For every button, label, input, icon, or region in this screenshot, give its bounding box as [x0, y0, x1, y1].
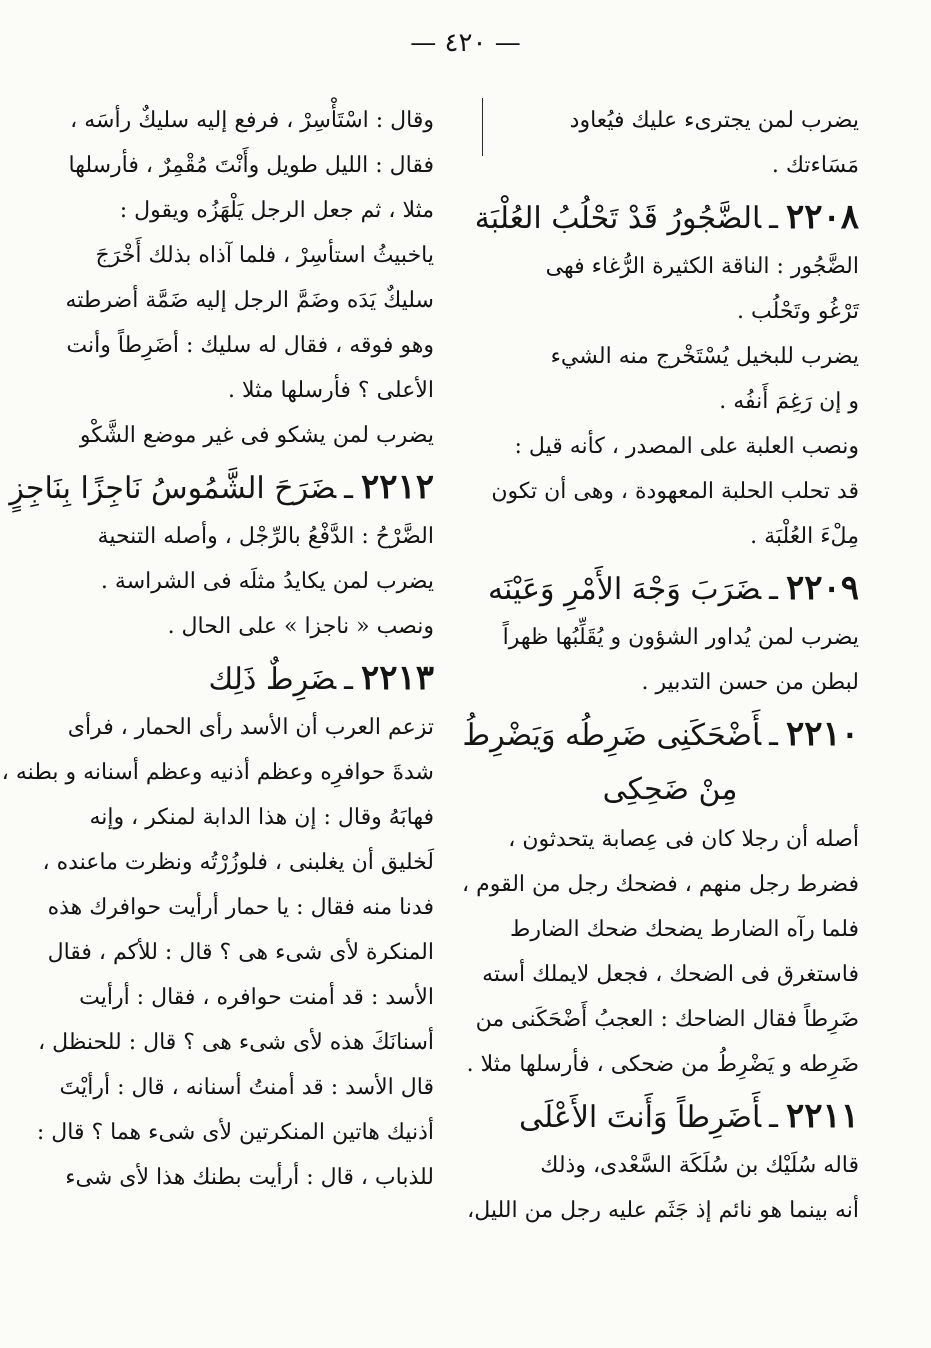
text-line: أنه بينما هو نائم إذ جَثَم عليه رجل من الليل،: [467, 1198, 859, 1223]
proverb-number: ٢٢١١: [785, 1096, 859, 1136]
text-line: الضَّجُور : الناقة الكثيرة الرُّغاء فهى: [545, 254, 859, 279]
proverb-number: ٢٢١٠: [785, 714, 859, 754]
text-line: لبطن من حسن التدبير .: [641, 670, 859, 695]
text-line: أصله أن رجلا كان فى عِصابة يتحدثون ،: [508, 827, 859, 852]
proverb-number: ٢٢٠٩: [785, 568, 859, 608]
proverb-dash: ـ: [769, 718, 778, 753]
text-line: و إن رَغِمَ أَنفُه .: [719, 389, 859, 414]
proverb-dash: ـ: [769, 201, 778, 236]
text-line: قاله سُلَيْك بن سُلَكَة السَّعْدى، وذلك: [540, 1153, 859, 1178]
proverb-title: مِنْ ضَحِكِى: [602, 772, 738, 807]
text-line: وقال : اسْتَأْسِرْ ، فرفع إليه سليكٌ رأسَه ،: [70, 108, 434, 133]
proverb-heading: [9, 460, 434, 514]
text-line: فضرط رجل منهم ، فضحك رجل من القوم ،: [462, 872, 859, 897]
text-line: يضرب لمن يشكو فى غير موضع الشَّكْو: [79, 423, 434, 448]
text-line: فهابَهُ وقال : إن هذا الدابة لمنكر ، وإنه: [89, 805, 434, 830]
proverb-number: ٢٢١٣: [360, 658, 434, 698]
text-line: يضرب لمن يجترىء عليك فيُعاود: [569, 108, 859, 133]
proverb-dash: ـ: [769, 572, 778, 607]
text-line: فقال : الليل طويل وأَنْتَ مُقْمِرٌ ، فأرسلها: [68, 153, 434, 178]
page-number: — ٤٢٠ —: [410, 28, 521, 58]
proverb-heading: [481, 561, 859, 615]
proverb-dash: ـ: [769, 1100, 778, 1135]
text-line: سليكٌ يَدَه وضَمَّ الرجل إليه ضَمَّة أضرطته: [65, 288, 434, 313]
text-line: يضرب للبخيل يُسْتَخْرج منه الشيء: [550, 344, 859, 369]
text-line: ونصب العلبة على المصدر ، كأنه قيل :: [514, 434, 859, 459]
proverb-number: ٢٢٠٨: [785, 197, 859, 237]
text-line: فدنا منه فقال : يا حمار أرأيت حوافرك هذه: [47, 895, 434, 920]
proverb-title: ضَرِطٌ ذَلِك: [208, 662, 337, 697]
text-line: مَسَاءتك .: [771, 153, 859, 178]
text-line: قد تحلب الحلبة المعهودة ، وهى أن تكون: [491, 479, 859, 504]
text-line: مِلْءَ العُلْبَة .: [750, 524, 859, 549]
text-line: أسنانَكَ هذه لأى شىء هى ؟ قال : للحنظل ،: [38, 1030, 434, 1055]
text-line: للذباب ، قال : أرأيت بطنك هذا لأى شىء: [65, 1165, 434, 1190]
text-line: الأسد : قد أمنت حوافره ، فقال : أرأيت: [79, 985, 434, 1010]
text-line: يضرب لمن يُداور الشؤون و يُقَلِّبُها ظهراً: [502, 625, 859, 650]
proverb-heading: [56, 651, 434, 705]
proverb-heading: [481, 1089, 859, 1143]
proverb-dash: ـ: [344, 471, 353, 506]
text-line: قال الأسد : قد أمنتُ أسنانه ، قال : أرأيْتَ: [59, 1075, 434, 1100]
proverb-dash: ـ: [344, 662, 353, 697]
proverb-heading: [462, 707, 859, 761]
text-line: لَخليق أن يغلبنى ، فلوزُرْتُه ونظرت ماعنده ،: [42, 850, 434, 875]
text-line: شدةَ حوافرِه وعظم أذنيه وعظم أسنانه و بطنه ،: [1, 760, 434, 785]
text-line: مثلا ، ثم جعل الرجل يَلْهَزُه ويقول :: [119, 198, 434, 223]
proverb-title: ضَرَحَ الشَّمُوسُ نَاجِزًا بِنَاجِزٍ: [9, 471, 337, 506]
proverb-heading: [474, 190, 859, 244]
text-line: وهو فوقه ، فقال له سليك : أضَرِطاً وأنت: [66, 333, 434, 358]
text-line: ضَرِطاً فقال الضاحك : العجبُ أَضْحَكَنى من: [475, 1007, 859, 1032]
proverb-title: الضَّجُورُ قَدْ تَحْلُبُ العُلْبَة: [474, 201, 762, 236]
text-line: أذنيك هاتين المنكرتين لأى شىء هما ؟ قال :: [36, 1120, 434, 1145]
text-line: ضَرِطه و يَضْرِطُ من ضحكى ، فأرسلها مثلا .: [466, 1052, 859, 1077]
text-line: يضرب لمن يكايدُ مثلَه فى الشراسة .: [100, 569, 434, 594]
proverb-title: أَضْحَكَنِى ضَرِطُه وَيَضْرِطُ: [462, 718, 762, 753]
text-line: الأعلى ؟ فأرسلها مثلا .: [227, 378, 434, 403]
text-line: تزعم العرب أن الأسد رأى الحمار ، فرأى: [67, 715, 434, 740]
proverb-title: ضَرَبَ وَجْهَ الأَمْرِ وَعَيْنَه: [487, 572, 762, 607]
proverb-title-continued: [481, 763, 859, 817]
text-line: تَرْغُو وتَحْلُب .: [737, 299, 859, 324]
right-column: [462, 98, 859, 1233]
text-line: فلما رآه الضارط يضحك ضحك الضارط: [510, 917, 859, 942]
text-line: المنكرة لأى شىء هى ؟ قال : للأكم ، فقال: [47, 940, 434, 965]
text-line: ياخبيثُ استأسِرْ ، فلما آذاه بذلك أَخْرَجَ: [95, 243, 434, 268]
proverb-number: ٢٢١٢: [360, 467, 434, 507]
proverb-title: أَضَرِطاً وَأَنتَ الأَعْلَى: [518, 1100, 762, 1135]
text-line: فاستغرق فى الضحك ، فجعل لايملك أسته: [482, 962, 859, 987]
text-line: الضَّرْحُ : الدَّفْعُ بالرِّجْل ، وأصله التنحية: [97, 524, 434, 549]
text-line: ونصب « ناجزا » على الحال .: [167, 614, 434, 639]
left-column: [1, 98, 434, 1200]
